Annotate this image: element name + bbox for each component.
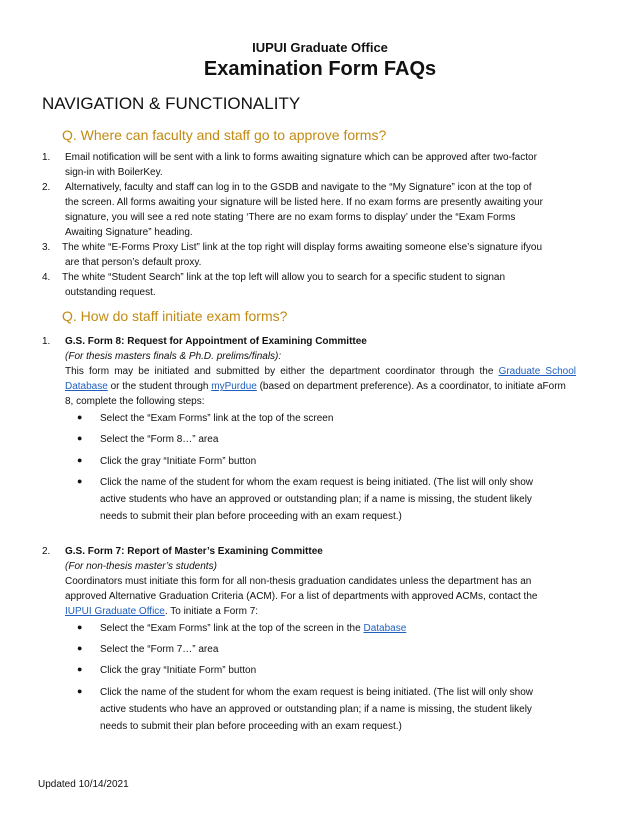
item-number: 1. <box>42 152 51 163</box>
bullet-icon: ● <box>77 686 83 696</box>
form8-paragraph-line: This form may be initiated and submitted by either the department coordinator through the Graduate School <box>65 366 576 377</box>
bullet-icon: ● <box>77 622 83 632</box>
item-number: 2. <box>42 182 51 193</box>
bullet-icon: ● <box>77 433 83 443</box>
item-line: Awaiting Signature” heading. <box>65 227 193 238</box>
question-initiate-forms: Q. How do staff initiate exam forms? <box>62 308 288 324</box>
form8-paragraph-line: 8, complete the following steps: <box>65 396 205 407</box>
item-line: are that person’s default proxy. <box>65 257 202 268</box>
database-link[interactable]: Database <box>363 623 407 634</box>
form8-step: Click the gray “Initiate Form” button <box>100 456 257 467</box>
bullet-icon: ● <box>77 455 83 465</box>
form7-step: Select the “Exam Forms” link at the top of the screen in the Database <box>100 623 407 634</box>
form7-subtitle: (For non-thesis master’s students) <box>65 561 217 572</box>
form7-title: G.S. Form 7: Report of Master’s Examining Committee <box>65 546 323 557</box>
question-approve-forms: Q. Where can faculty and staff go to approve forms? <box>62 127 387 143</box>
form8-paragraph-line: Database or the student through myPurdue (based on department preference). As a coordinator, to initiate aForm <box>65 381 566 392</box>
item-number: 1. <box>42 336 51 347</box>
form7-paragraph-line: IUPUI Graduate Office. To initiate a Form 7: <box>65 606 259 617</box>
mypurdue-link[interactable]: myPurdue <box>211 381 257 392</box>
form7-step: Click the gray “Initiate Form” button <box>100 665 257 676</box>
bullet-icon: ● <box>77 643 83 653</box>
iupui-graduate-office-link[interactable]: IUPUI Graduate Office <box>65 606 165 617</box>
form7-paragraph-line: approved Alternative Graduation Criteria (ACM). For a list of departments with approved ACMs, contact the <box>65 591 538 602</box>
item-line: sign-in with BoilerKey. <box>65 167 163 178</box>
office-heading: IUPUI Graduate Office <box>252 40 388 55</box>
form7-step: Select the “Form 7…” area <box>100 644 219 655</box>
item-line: The white “E-Forms Proxy List” link at the top right will display forms awaiting someone else’s signature ifyou <box>62 242 543 253</box>
bullet-icon: ● <box>77 664 83 674</box>
form8-step: Select the “Exam Forms” link at the top of the screen <box>100 413 334 424</box>
item-line: Alternatively, faculty and staff can log in to the GSDB and navigate to the “My Signature” icon at the top of <box>65 182 532 193</box>
item-number: 3. <box>42 242 51 253</box>
form8-step: Select the “Form 8…” area <box>100 434 219 445</box>
item-number: 4. <box>42 272 51 283</box>
form8-subtitle: (For thesis masters finals & Ph.D. prelims/finals): <box>65 351 282 362</box>
item-line: Email notification will be sent with a link to forms awaiting signature which can be approved after two-factor <box>65 152 537 163</box>
bullet-icon: ● <box>77 476 83 486</box>
section-heading: NAVIGATION & FUNCTIONALITY <box>42 94 301 113</box>
item-line: The white “Student Search” link at the top left will allow you to search for a specific student to signan <box>62 272 506 283</box>
form7-paragraph-line: Coordinators must initiate this form for all non-thesis graduation candidates unless the department has an <box>65 576 532 587</box>
bullet-icon: ● <box>77 412 83 422</box>
page-title: Examination Form FAQs <box>203 58 437 80</box>
item-number: 2. <box>42 546 51 557</box>
graduate-school-link[interactable]: Graduate School <box>498 366 576 377</box>
updated-date: Updated 10/14/2021 <box>38 779 129 790</box>
item-line: signature, you will see a red note stating ‘There are no exam forms to display’ under the “Exam Forms <box>65 212 516 223</box>
form8-title: G.S. Form 8: Request for Appointment of Examining Committee <box>65 336 367 347</box>
form8-step: Click the name of the student for whom the exam request is being initiated. (The list will only show active students who have an approved or outstanding plan; if a name is missing, the student likely needs to submit their plan before proceeding with an exam request.) <box>100 477 533 522</box>
item-line: the screen. All forms awaiting your signature will be listed here. If no exam forms are presently awaiting your <box>65 197 543 208</box>
form7-step: Click the name of the student for whom the exam request is being initiated. (The list will only show active students who have an approved or outstanding plan; if a name is missing, the student likely needs to submit their plan before proceeding with an exam request.) <box>100 687 533 732</box>
database-link[interactable]: Database <box>65 381 108 392</box>
item-line: outstanding request. <box>65 287 156 298</box>
